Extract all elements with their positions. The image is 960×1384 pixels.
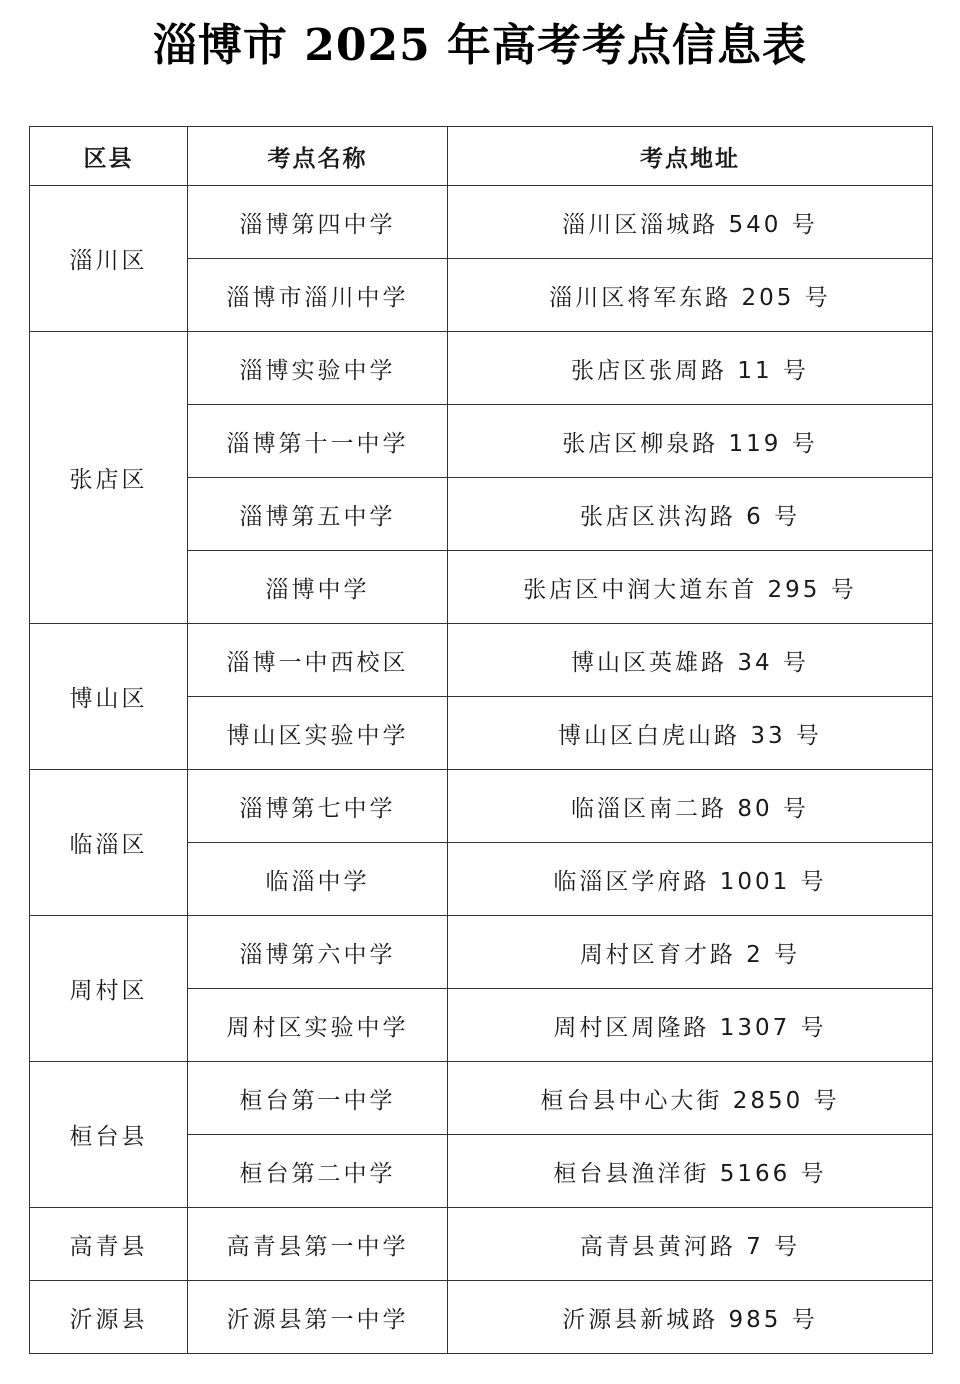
address-cell: 博山区白虎山路 33 号	[448, 697, 933, 770]
district-cell: 沂源县	[30, 1281, 188, 1354]
header-school: 考点名称	[188, 127, 448, 186]
address-cell: 张店区张周路 11 号	[448, 332, 933, 405]
address-cell: 周村区周隆路 1307 号	[448, 989, 933, 1062]
school-cell: 沂源县第一中学	[188, 1281, 448, 1354]
table-row	[30, 1208, 933, 1281]
district-cell: 临淄区	[30, 770, 188, 916]
table-row	[30, 186, 933, 259]
address-cell: 临淄区南二路 80 号	[448, 770, 933, 843]
school-cell: 淄博一中西校区	[188, 624, 448, 697]
address-cell: 临淄区学府路 1001 号	[448, 843, 933, 916]
address-cell: 高青县黄河路 7 号	[448, 1208, 933, 1281]
exam-site-table	[29, 126, 933, 1354]
address-cell: 沂源县新城路 985 号	[448, 1281, 933, 1354]
table-row	[30, 1062, 933, 1135]
district-cell: 张店区	[30, 332, 188, 624]
header-address: 考点地址	[448, 127, 933, 186]
table-row	[30, 1281, 933, 1354]
school-cell: 高青县第一中学	[188, 1208, 448, 1281]
address-cell: 桓台县中心大街 2850 号	[448, 1062, 933, 1135]
page-title: 淄博市 2025 年高考考点信息表	[152, 20, 808, 71]
table-row	[30, 916, 933, 989]
table-row	[30, 332, 933, 405]
address-cell: 淄川区淄城路 540 号	[448, 186, 933, 259]
address-cell: 博山区英雄路 34 号	[448, 624, 933, 697]
district-cell: 周村区	[30, 916, 188, 1062]
school-cell: 桓台第一中学	[188, 1062, 448, 1135]
district-cell: 淄川区	[30, 186, 188, 332]
address-cell: 淄川区将军东路 205 号	[448, 259, 933, 332]
school-cell: 淄博实验中学	[188, 332, 448, 405]
district-cell: 博山区	[30, 624, 188, 770]
table-row	[30, 770, 933, 843]
address-cell: 桓台县渔洋街 5166 号	[448, 1135, 933, 1208]
school-cell: 博山区实验中学	[188, 697, 448, 770]
school-cell: 淄博第六中学	[188, 916, 448, 989]
school-cell: 周村区实验中学	[188, 989, 448, 1062]
header-row	[30, 127, 933, 186]
header-district: 区县	[30, 127, 188, 186]
district-cell: 桓台县	[30, 1062, 188, 1208]
address-cell: 张店区洪沟路 6 号	[448, 478, 933, 551]
school-cell: 淄博第七中学	[188, 770, 448, 843]
district-cell: 高青县	[30, 1208, 188, 1281]
school-cell: 桓台第二中学	[188, 1135, 448, 1208]
address-cell: 张店区柳泉路 119 号	[448, 405, 933, 478]
school-cell: 淄博第五中学	[188, 478, 448, 551]
school-cell: 淄博中学	[188, 551, 448, 624]
school-cell: 淄博第十一中学	[188, 405, 448, 478]
address-cell: 张店区中润大道东首 295 号	[448, 551, 933, 624]
school-cell: 淄博第四中学	[188, 186, 448, 259]
school-cell: 临淄中学	[188, 843, 448, 916]
address-cell: 周村区育才路 2 号	[448, 916, 933, 989]
table-row	[30, 624, 933, 697]
school-cell: 淄博市淄川中学	[188, 259, 448, 332]
